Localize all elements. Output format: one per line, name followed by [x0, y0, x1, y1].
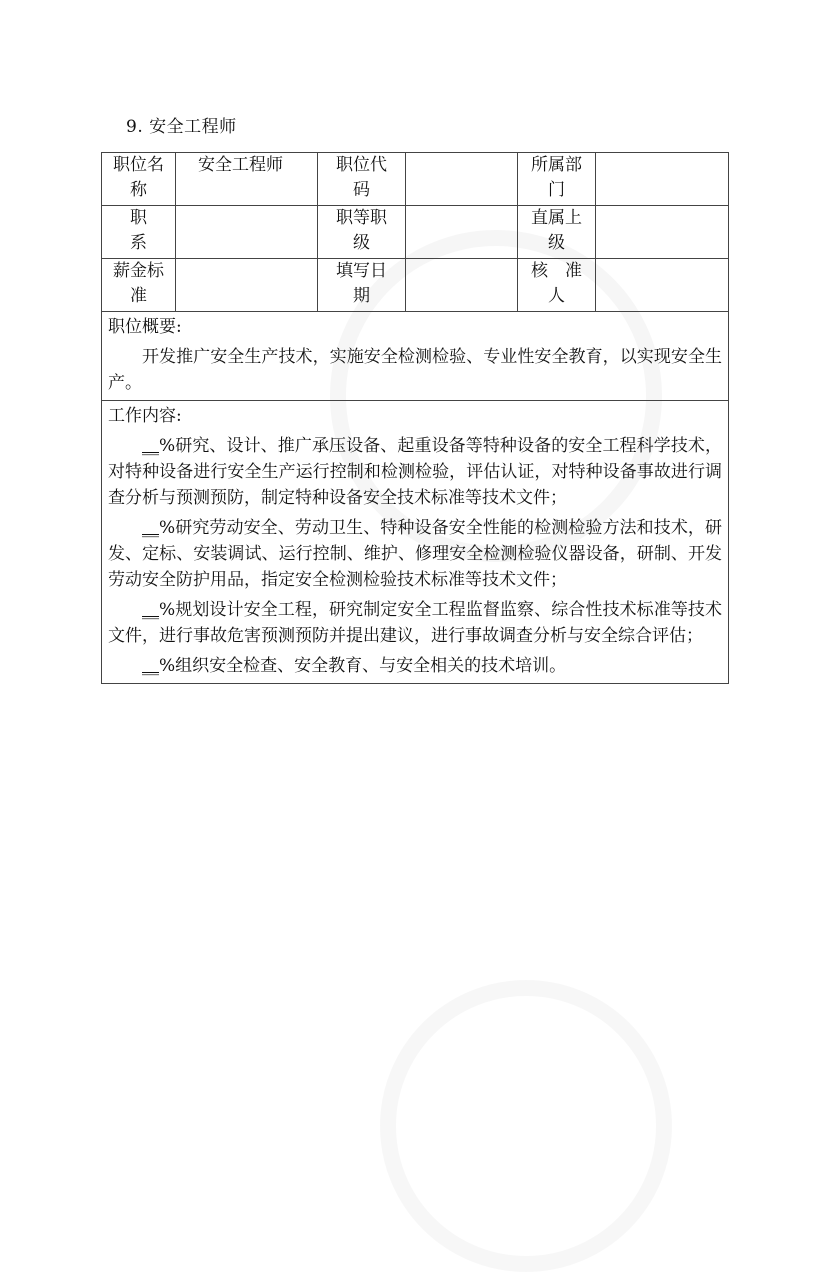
table-row: [102, 206, 729, 259]
label-approver: 核 准 人: [518, 259, 596, 312]
summary-heading: 职位概要:: [108, 317, 182, 337]
table-row: [102, 259, 729, 312]
content-item: __%研究、设计、推广承压设备、起重设备等特种设备的安全工程科学技术，对特种设备进行安全生产运行控制和检测检验，评估认证，对特种设备事故进行调查分析与预测预防，制定特种设备安全技术标准等技术文件；: [108, 436, 722, 508]
content-item: __%规划设计安全工程，研究制定安全工程监督监察、综合性技术标准等技术文件，进行事故危害预测预防并提出建议，进行事故调查分析与安全综合评估；: [108, 600, 722, 646]
value-job-grade: [406, 206, 518, 259]
job-content: [102, 401, 729, 684]
position-summary: [102, 312, 729, 401]
value-department: [596, 153, 729, 206]
value-fill-date: [406, 259, 518, 312]
content-heading: 工作内容:: [108, 406, 182, 426]
table-row: [102, 312, 729, 401]
table-row: [102, 153, 729, 206]
label-fill-date: 填写日 期: [318, 259, 406, 312]
value-position-name: 安全工程师: [176, 153, 318, 206]
label-department: 所属部 门: [518, 153, 596, 206]
value-supervisor: [596, 206, 729, 259]
label-position-code: 职位代 码: [318, 153, 406, 206]
value-salary-standard: [176, 259, 318, 312]
summary-text: 开发推广安全生产技术，实施安全检测检验、专业性安全教育，以实现安全生产。: [108, 347, 722, 393]
label-supervisor: 直属上 级: [518, 206, 596, 259]
table-row: [102, 401, 729, 684]
job-info-table: [101, 152, 729, 684]
value-position-code: [406, 153, 518, 206]
label-position-name: 职位名 称: [102, 153, 176, 206]
value-approver: [596, 259, 729, 312]
watermark: [380, 980, 672, 1272]
value-job-series: [176, 206, 318, 259]
label-salary-standard: 薪金标 准: [102, 259, 176, 312]
label-job-series: 职 系: [102, 206, 176, 259]
content-item: __%研究劳动安全、劳动卫生、特种设备安全性能的检测检验方法和技术，研发、定标、安装调试、运行控制、维护、修理安全检测检验仪器设备，研制、开发劳动安全防护用品，指定安全检测检验技术标准等技术文件；: [108, 518, 722, 590]
content-item: __%组织安全检查、安全教育、与安全相关的技术培训。: [142, 656, 567, 676]
section-title: 9. 安全工程师: [126, 117, 237, 137]
label-job-grade: 职等职 级: [318, 206, 406, 259]
